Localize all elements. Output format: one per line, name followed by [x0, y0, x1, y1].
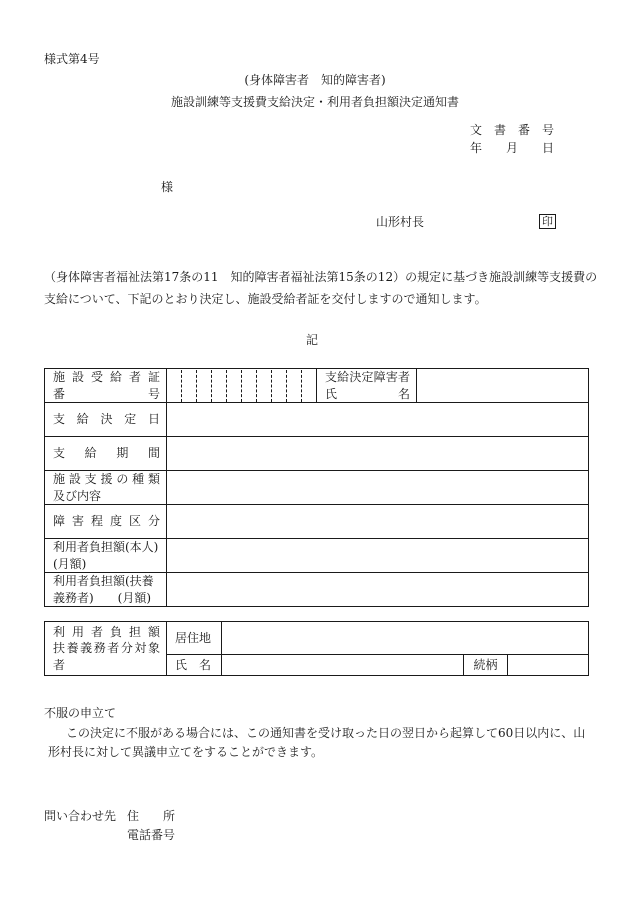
category-label: (身体障害者 知的障害者): [244, 73, 386, 87]
relation-field[interactable]: [508, 655, 589, 676]
disability-level-label: 障害程度区分: [45, 505, 167, 539]
objection-line-1: この決定に不服がある場合には、この通知書を受け取った日の翌日から起算して60日以内に、山: [66, 726, 586, 740]
table-row: [45, 505, 589, 539]
addressee-suffix: 様: [161, 180, 174, 194]
table-row: [45, 369, 589, 403]
contact-label: 問い合わせ先: [44, 809, 117, 823]
address-field[interactable]: [222, 622, 589, 655]
decision-date-label: 支給決定日: [45, 403, 167, 437]
table-row: [45, 437, 589, 471]
document-title: 施設訓練等支援費支給決定・利用者負担額決定通知書: [170, 95, 459, 109]
digit-boxes: [167, 370, 316, 402]
document-number-label: 文 書 番 号: [470, 123, 555, 137]
address-label: 居住地: [167, 622, 222, 655]
contact-address-label: 住 所: [127, 809, 176, 823]
payment-period-label: 支給期間: [45, 437, 167, 471]
dependent-burden-field[interactable]: [167, 573, 589, 607]
issuer-name: 山形村長: [376, 215, 425, 229]
objection-line-2: 形村長に対して異議申立てをすることができます。: [48, 745, 324, 759]
ki-heading: 記: [306, 333, 319, 347]
decision-table: [44, 368, 589, 607]
support-type-field[interactable]: [167, 471, 589, 505]
seal-mark: 印: [539, 214, 556, 229]
body-line-1: （身体障害者福祉法第17条の11 知的障害者福祉法第15条の12）の規定に基づき施設訓練等支援費の: [44, 270, 598, 284]
disability-level-field[interactable]: [167, 505, 589, 539]
support-type-label: 施設支援の種類 及び内容: [45, 471, 167, 505]
dependent-burden-label: 利用者負担額(扶養 義務者) (月額): [45, 573, 167, 607]
decision-date-field[interactable]: [167, 403, 589, 437]
table-row: [45, 622, 589, 655]
name-label: 氏 名: [167, 655, 222, 676]
objection-heading: 不服の申立て: [44, 706, 117, 720]
table-row: [45, 471, 589, 505]
date-label: 年 月 日: [470, 141, 555, 155]
recipient-name-field[interactable]: [417, 369, 589, 403]
cert-number-field[interactable]: [167, 369, 317, 403]
self-burden-label: 利用者負担額(本人) (月額): [45, 539, 167, 573]
form-number: 様式第4号: [44, 52, 100, 66]
table-row: [45, 403, 589, 437]
relation-label: 続柄: [464, 655, 508, 676]
dependent-target-label: 利用者負担額 扶養義務者分対象者: [45, 622, 167, 676]
name-field[interactable]: [222, 655, 464, 676]
table-row: [45, 573, 589, 607]
table-row: [45, 539, 589, 573]
cert-number-label: 施設受給者証 番 号: [45, 369, 167, 403]
dependent-table: [44, 621, 589, 676]
body-line-2: 支給について、下記のとおり決定し、施設受給者証を交付しますので通知します。: [44, 292, 487, 306]
payment-period-field[interactable]: [167, 437, 589, 471]
recipient-name-label: 支給決定障害者 氏 名: [317, 369, 417, 403]
contact-phone-label: 電話番号: [127, 828, 176, 842]
self-burden-field[interactable]: [167, 539, 589, 573]
